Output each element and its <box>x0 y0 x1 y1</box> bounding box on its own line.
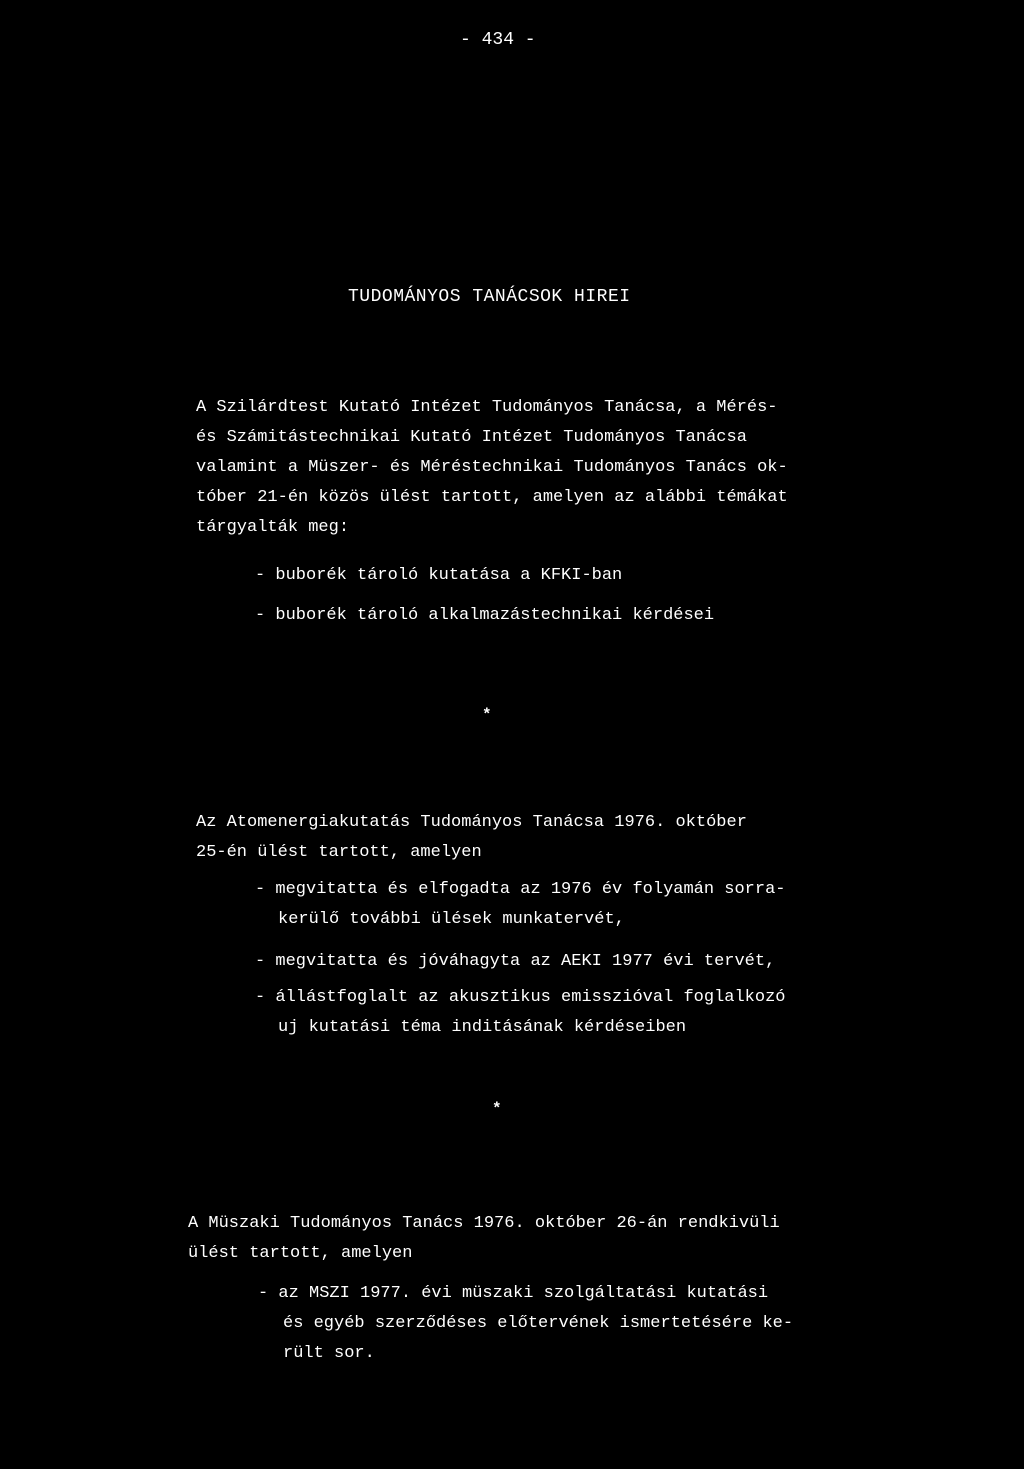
paragraph-line: tóber 21-én közös ülést tartott, amelyen az alábbi témákat <box>196 488 788 507</box>
paragraph-line: és Számitástechnikai Kutató Intézet Tudományos Tanácsa <box>196 428 747 447</box>
paragraph-line: ülést tartott, amelyen <box>188 1244 413 1263</box>
paragraph-line: valamint a Müszer- és Méréstechnikai Tudományos Tanács ok- <box>196 458 788 477</box>
separator-asterisk: * <box>492 1100 502 1118</box>
list-item: - az MSZI 1977. évi müszaki szolgáltatási kutatási <box>258 1284 769 1303</box>
list-item: - állástfoglalt az akusztikus emisszióval foglalkozó <box>255 988 786 1007</box>
separator-asterisk: * <box>482 706 492 724</box>
list-item-continuation: és egyéb szerződéses előtervének ismertetésére ke- <box>283 1314 794 1333</box>
paragraph-line: A Szilárdtest Kutató Intézet Tudományos Tanácsa, a Mérés- <box>196 398 778 417</box>
paragraph-line: A Müszaki Tudományos Tanács 1976. október 26-án rendkivüli <box>188 1214 780 1233</box>
list-item: - megvitatta és jóváhagyta az AEKI 1977 évi tervét, <box>255 952 776 971</box>
list-item: - megvitatta és elfogadta az 1976 év folyamán sorra- <box>255 880 786 899</box>
page-title: TUDOMÁNYOS TANÁCSOK HIREI <box>348 287 631 307</box>
paragraph-line: 25-én ülést tartott, amelyen <box>196 843 482 862</box>
list-item: - buborék tároló kutatása a KFKI-ban <box>255 566 623 585</box>
list-item-continuation: rült sor. <box>283 1344 375 1363</box>
list-item-continuation: uj kutatási téma inditásának kérdéseiben <box>278 1018 687 1037</box>
page-number: - 434 - <box>460 30 536 50</box>
list-item-continuation: kerülő további ülések munkatervét, <box>278 910 625 929</box>
list-item: - buborék tároló alkalmazástechnikai kérdései <box>255 606 715 625</box>
paragraph-line: Az Atomenergiakutatás Tudományos Tanácsa 1976. október <box>196 813 747 832</box>
paragraph-line: tárgyalták meg: <box>196 518 350 537</box>
